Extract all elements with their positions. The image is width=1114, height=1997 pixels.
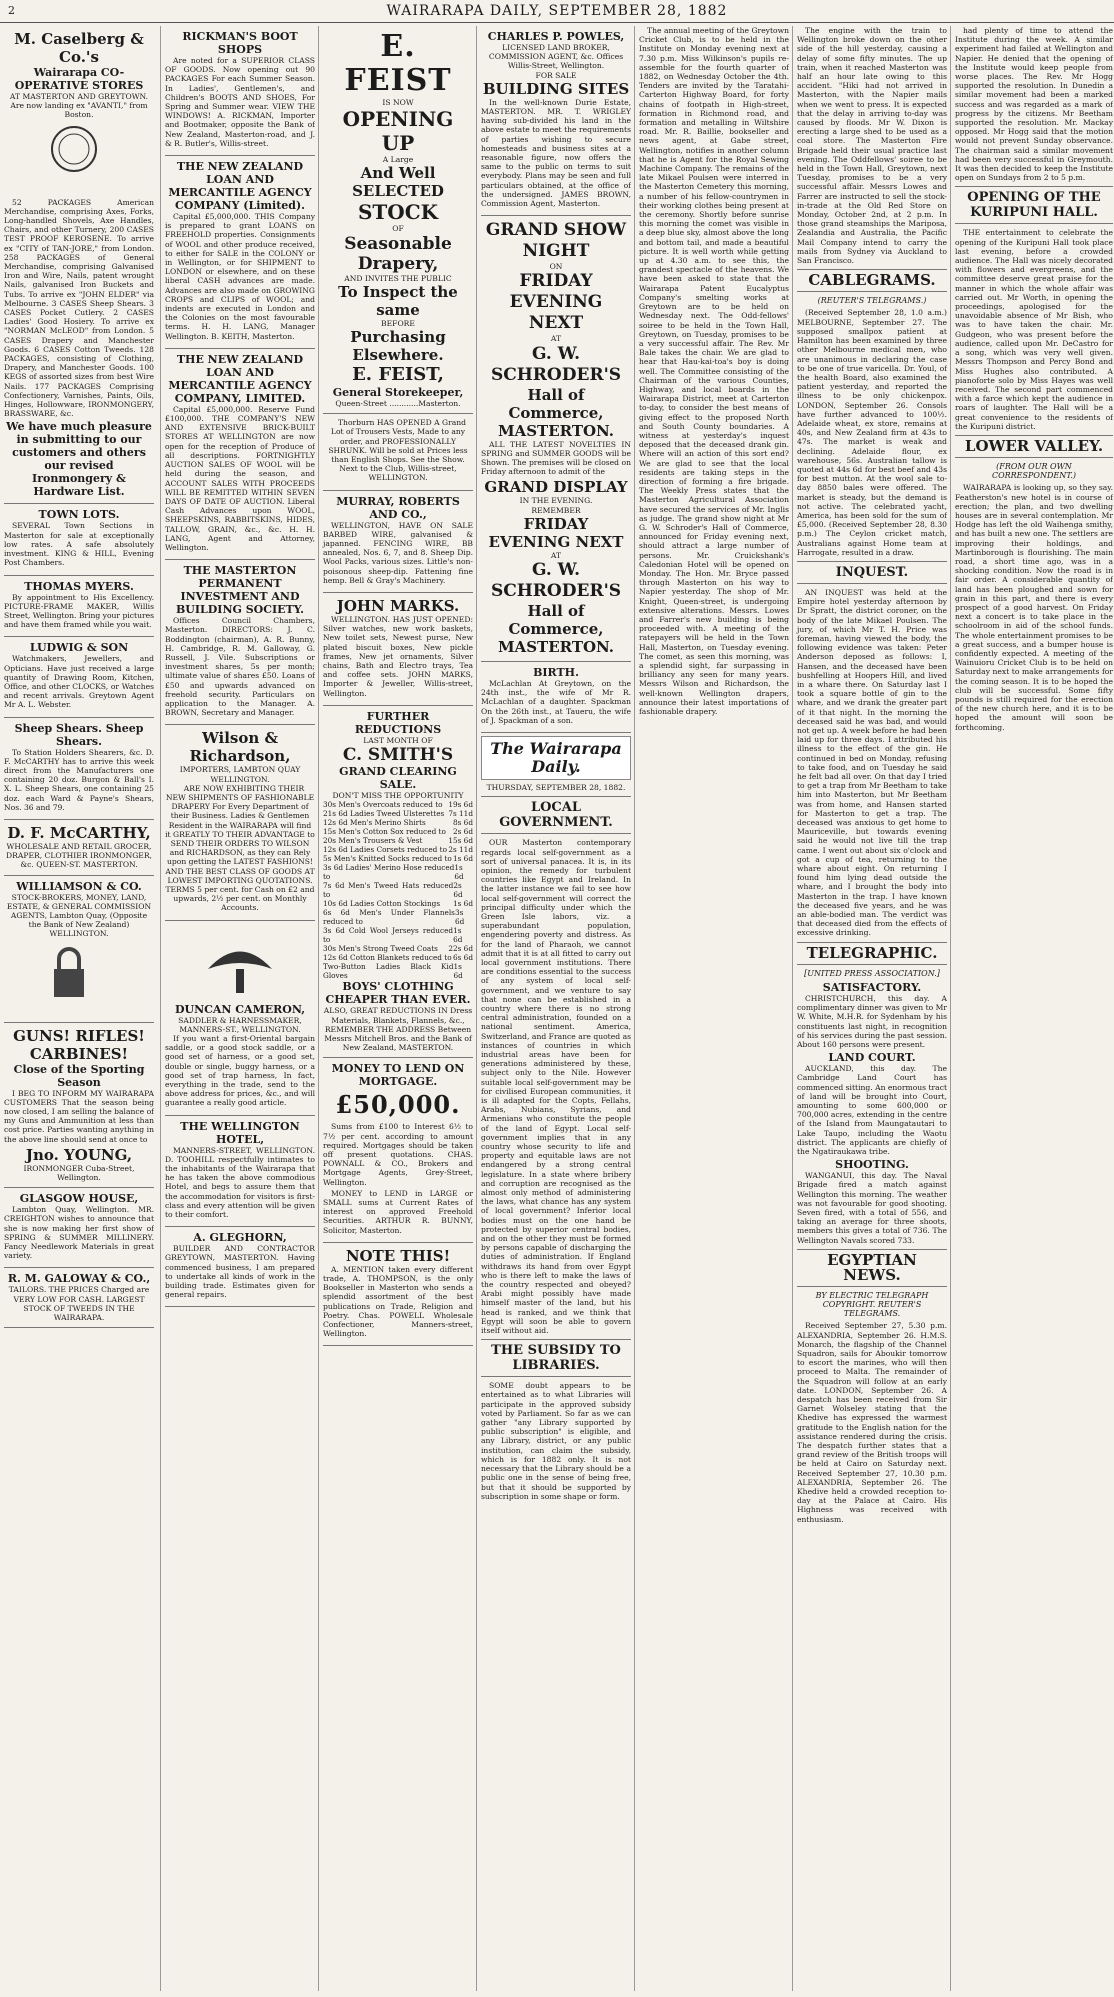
rickman-head: RICKMAN'S BOOT SHOPS (182, 30, 298, 56)
nzloan2-body: Capital £5,000,000. Reserve Fund £100,000. THE COMPANY'S NEW AND EXTENSIVE BRICK-BUILT STORES AT WELLINGTON are now open for the reception of Produce of all descriptions. FORTNIGHTLY AUCTION SALES OF WOOL will be held during the season, and ACCOUNT SALES WITH PROCEEDS WILL BE REMITTED WITHIN SEVEN DAYS OF DATE OF AUCTION. Liberal Cash Advances upon WOOL, SHEEPSKINS, RABBITSKINS, HIDES, TALLOW, GRAIN, &c., &c. H. H. LANG, Agent and Attorney, Wellington. (165, 404, 315, 552)
price-row (323, 926, 473, 944)
mccarthy-head: D. F. McCARTHY, (7, 823, 151, 842)
galoway-sub: TAILORS. THE PRICES Charged are VERY LOW FOR CASH. LARGEST STOCK OF TWEEDS IN THE WAIRARAPA. (8, 1285, 150, 1323)
guns-head: GUNS! RIFLES! CARBINES! (13, 1026, 145, 1063)
ad-guns (4, 1023, 154, 1189)
price-row (323, 827, 473, 836)
feist-addr: Queen-Street ............Masterton. (335, 399, 461, 409)
price-row (323, 809, 473, 818)
lower-sub: (FROM OUR OWN CORRESPONDENT.) (991, 461, 1077, 481)
col6-top: The engine with the train to Wellington broke down on the other side of the hill yesterday, causing a delay of some fifty minutes. The up train, when it reached Masterton was half an hour late owing to this accident. "Hiki had not arrived in Masterton, with the Napier mails when we went to press. It is expected that the delay in arriving to-day was caused by floods. Mr W. Dixon is erecting a large shed to be used as a coal store. The Masterton Fire Brigade held their usual practice last evening. The Oddfellows' soiree to be held in the Town Hall, Greytown, next Tuesday, promises to be a very successful affair. Messrs Lowes and Farrer are instructed to sell the stock-in-trade at the Old Red Store on Monday, October 2nd, at 2 p.m. In those grand steamships the Mariposa, Zealandia and Australia, the Pacific Mail Company intend to carry the mails from Sydney via Auckland to San Francisco. (797, 26, 947, 266)
feist-inspect: To Inspect the same (338, 282, 458, 319)
feist-large: A Large (382, 155, 414, 165)
caselberg-intro: Are now landing ex "AVANTI," from Boston. (10, 101, 148, 120)
local-news-body: The annual meeting of the Greytown Cricket Club, is to be held in the Institute on Monday evening next at 7.30 p.m. Miss Wilkinson's pupils re-assemble for the fourth quarter of 1882, on Wednesday October the 4th. Tenders are invited by the Taratahi-Carterton Highway Board, for forty chains of footpath in High-street, formation in Richmond road, and formation and metalling in Wiltshire road. Mr. R. Baillie, bookseller and news agent, at Gabe street, Wellington, notifies in another column that he is Agent for the Royal Sewing Machine Company. The remains of the late Mikael Poulsen were interred in the Masterton Cemetery this morning, a number of his fellow-countrymen in their working clothes being present at the ceremony. Shortly before sunrise this morning the comet was visible in a deep blue sky, almost above the long and bottom tail, and made a beautiful picture. It is well worth while getting up at 4.30 a.m. to see this, the grandest spectacle of the heavens. We have been asked to state that the Wairarapa Patent Eucalyptus Company's smelting works at Greytown are to be held on Wednesday next. The Odd-fellows' soiree to be held in the Town Hall, Greytown, on Tuesday, promises to be a very successful affair. The Rev. Mr Bale takes the chair. We are glad to hear that Hau-kai-toa's boy is doing well. The Committee consisting of the Chairman of the various Counties, Highway, and local boards in the Wairarapa District, meet at Carterton to-day, to consider the best means of giving effect to the proposed North and South County boundaries. A witness at yesterday's inquest deposed that the deceased drank gin. Where will an action of this sort end? We are glad to see that the local residents are taking steps in the direction of forming a fire brigade. The Weekly Press states that the Masterton Agricultural Association have secured the services of Mr. Inglis as judge. The grand show night at Mr G. W. Schroder's Hall of Commerce, announced for Friday evening next, should attract a large number of persons. Mr. Cruickshank's Caledonian Hotel will be opened on Monday. The Hon. Mr. Bryce passed through Masterton on his way to Napier yesterday. The shop of Mr. Knight, Queen-street, is undergoing extensive alterations. Messrs. Lowes and Farrer's new building is being proceeded with. A meeting of the ratepayers will be held in the Town Hall, Masterton, on Tuesday evening. The comet, as seen this morning, was a splendid sight, far surpassing in brilliancy any seen for many years. Messrs Wilson and Richardson, the well-known Wellington drapers, announce their latest importations of fashionable drapery. (639, 26, 789, 717)
ad-smith (323, 706, 473, 1058)
ad-caselberg (4, 26, 154, 504)
price-value: 2s 6d (453, 881, 463, 900)
money-body: Sums from £100 to Interest 6½ to 7½ per cent. according to amount required. Mortgages should be taken off present quotations. CHAS. POWNALL & CO., Brokers and Mortgage Agents, Grey-Street, Wellington. (323, 1122, 473, 1187)
caselberg-title: M. Caselberg & Co.'s (14, 30, 144, 66)
ad-duncan (165, 921, 315, 1116)
price-value: 1s 6d (453, 962, 463, 981)
price-item: 3s 6d Cold Wool Jerseys reduced to (323, 926, 454, 945)
ad-grand-show (481, 216, 631, 662)
caselberg-sub: Wairarapa CO-OPERATIVE STORES (14, 66, 144, 92)
young-head: Jno. YOUNG, (25, 1145, 133, 1164)
murray-head: MURRAY, ROBERTS AND CO., (336, 494, 460, 521)
lower-body: WAIRARAPA is looking up, so they say. Featherston's new hotel is in course of erection; the plan, and two dwelling houses are in several contemplation. Mr Hodge has left the old Waihenga smithy, and has built a new one. The settlers are improving their holdings, and Martinborough is flourishing. The main road, a short time ago, was in a shocking condition. Now the road is in fair order. A considerable quantity of land has been ploughed and sown for grain in this part, and there is every prospect of a good harvest. On Friday next a concert is to take place in the schoolroom in aid of the school funds. The whole entertainment promises to be a great success, and a bumper house is confidently expected. A meeting of the Wainuioru Cricket Club is to be held on Saturday next to make arrangements for the coming season. It is to be hoped the club will be successful. Some fifty pounds is still required for the erection of the new church here, and it is to be hoped the amount will soon be forthcoming. (955, 483, 1113, 732)
cable-head: CABLEGRAMS. (797, 269, 947, 292)
gleghorn-body: BUILDER AND CONTRACTOR GREYTOWN, MASTERTON. Having commenced business, I am prepared to undertake all kinds of work in the building trade. Estimates given for general repairs. (165, 1244, 315, 1300)
money-head: MONEY TO LEND ON MORTGAGE. (331, 1062, 465, 1089)
nzloan-head: THE NEW ZEALAND LOAN AND MERCANTILE AGENCY COMPANY (Limited). (168, 160, 312, 213)
town-lots-head: TOWN LOTS. (38, 508, 120, 522)
grand-masterton: MASTERTON. (497, 421, 615, 440)
price-item: 12s 6d Men's Merino Shirts (323, 818, 426, 828)
grand-at2: AT (550, 550, 562, 560)
price-item: 12s 6d Ladies Corsets reduced to (323, 845, 447, 855)
padlock-icon (39, 943, 119, 1013)
wilson-head: Wilson & Richardson, (189, 729, 291, 766)
price-value: 7s 11d (448, 809, 473, 819)
price-value: 1s 6d (452, 899, 473, 909)
price-row (323, 836, 473, 845)
smith-also: ALSO, GREAT REDUCTIONS IN Dress Materials, Blankets, Flannels, &c., (323, 1006, 473, 1025)
powles-head: CHARLES P. POWLES, (487, 30, 625, 43)
feist-before: BEFORE (381, 318, 415, 328)
price-item: 21s 6d Ladies Tweed Ulsterettes (323, 809, 445, 819)
marks-body: WELLINGTON. HAS JUST OPENED: Silver watches, new work baskets, New toilet sets, Newest purse, New plated biscuit boxes, New pickle frames, New jet ornaments, Silver chains, Bath and Electro trays, Tea and coffee sets. JOHN MARKS, Importer & Jeweller, Willis-street, Wellington. (323, 615, 473, 698)
price-value: 1s 6d (452, 854, 473, 864)
column-3 (318, 26, 473, 1991)
ad-gleghorn (165, 1227, 315, 1307)
col7-top: had plenty of time to attend the Institute during the week. A similar experiment had failed at Wellington and Napier. He denied that the opening of the Institute would keep people from worse places. The Rev. Mr Hogg supported the resolution. In Dunedin a similar movement had been a marked success and was regarded as a mark of progress by the citizens. Mr Beetham supported the resolution. Mr. Mackay opposed. Mr Hogg said that the motion would not prevent Sunday observance. The chairman said a similar movement had been very successful in Greymouth. It was then decided to keep the Institute open on Sundays from 2 to 5 p.m. (955, 26, 1113, 183)
feist-of: OF (392, 224, 404, 234)
landcourt-body: AUCKLAND, this day. The Cambridge Land Court has commenced sitting. An enormous tract of land will be brought into Court, amounting to some 600,000 or 700,000 acres, extending in the centre of the Island from Maungatautari to Lake Taupo, including the Waotu district. The applicants are chiefly of the Ngatiraukawa tribe. (797, 1064, 947, 1156)
landcourt-head: LAND COURT. (828, 1051, 916, 1065)
note-head: NOTE THIS! (345, 1246, 451, 1265)
feist-well: And Well SELECTED (352, 164, 444, 201)
smith-boys: BOYS' CLOTHING CHEAPER THAN EVER. (325, 980, 471, 1007)
smith-last: LAST MONTH OF (363, 735, 433, 745)
smith-foot: REMEMBER THE ADDRESS Between Messrs Mitchell Bros. and the Bank of New Zealand, MASTERTON. (324, 1024, 472, 1053)
glasgow-head: GLASGOW HOUSE, (19, 1192, 139, 1206)
ad-galoway (4, 1268, 154, 1328)
building-head: BUILDING SITES (482, 79, 630, 98)
rickman-body: Are noted for a SUPERIOR CLASS OF GOODS. Now opening out 90 PACKAGES For each Summer Season. In Ladies', Gentlemen's, and Children's BOOTS AND SHOES, For Spring and Summer wear. VIEW THE WINDOWS! A. RICKMAN, Importer and Bootmaker, opposite the Bank of New Zealand, Masterton-road, and J. & R. Butler's, Willis-street. (165, 56, 315, 148)
mcc-monogram-icon (39, 124, 119, 194)
caselberg-foot: We have much pleasure in submitting to our customers and others our revised Ironmongery & Hardware List. (6, 420, 152, 499)
column-7 (950, 26, 1113, 1991)
feist-season: Seasonable Drapery, (344, 233, 452, 274)
satisfactory-body: CHRISTCHURCH, this day. A complimentary dinner was given to Mr W. White, M.H.R. for Sydenham by his constituents last night, in recognition of his services during the past session. About 160 persons were present. (797, 993, 947, 1049)
young-sub: IRONMONGER Cuba-Street, Wellington. (23, 1163, 135, 1182)
gleghorn-head: A. GLEGHORN, (193, 1231, 287, 1245)
price-item: 30s Men's Strong Tweed Coats (323, 944, 438, 954)
ad-marks (323, 593, 473, 706)
shooting-head: SHOOTING. (835, 1158, 909, 1172)
price-value: 8s 6d (452, 818, 473, 828)
price-value: 1s 6d (453, 926, 463, 945)
paper-nameplate (481, 736, 631, 780)
price-item: 12s 6d Cotton Blankets reduced to (323, 953, 452, 963)
price-item: Two-Button Ladies Black Kid Gloves (323, 962, 454, 981)
guns-sub: Close of the Sporting Season (13, 1062, 145, 1089)
column-1 (4, 26, 154, 1991)
grand-at: AT (550, 334, 562, 344)
price-value: 22s 6d (448, 944, 473, 954)
grand-display: GRAND DISPLAY (484, 478, 628, 497)
price-value: 19s 6d (448, 800, 473, 810)
cable-body: (Received September 28, 1.0 a.m.) MELBOURNE, September 27. The supposed smallpox patient at Hamilton has been examined by three other Melbourne medical men, who are unanimous in declaring the case to be one of true varicella. Dr. Youl, of the health Board, also examined the patient yesterday, and reported the illness to be only chickenpox. LONDON, September 26. Consols have further advanced to 100½. Adelaide wheat, ex store, remains at 40s, and New Zealand firm at 43s to 47s. The market is weak and declining. Adelaide flour, ex warehouse, 56s. Australian tallow is quoted at 44s 6d for best beef and 43s for best mutton. At the wool sale to-day 8850 bales were offered. The market is steady, but the demand is not active. The celebrated yacht, America, has been sold for the sum of £5,000. (Received September 28, 8.30 p.m.) The Ceylon cricket match, Australians against Home team at Harrogate, resulted in a draw. (797, 308, 947, 557)
grand-evening: IN THE EVENING. (519, 496, 593, 506)
birth-body: McLachlan At Greytown, on the 24th inst., the wife of Mr R. McLachlan of a daughter. Spackman On the 26th inst., at Taueru, the wife of J. Spackman of a son. (481, 679, 631, 725)
price-row (323, 800, 473, 809)
paper-date: THURSDAY, SEPTEMBER 28, 1882. (486, 783, 626, 793)
feist-is-now: IS NOW (382, 98, 414, 107)
ad-mccarthy (4, 820, 154, 876)
mccarthy-sub: WHOLESALE AND RETAIL GROCER, DRAPER, CLOTHIER IRONMONGER, &c. QUEEN-ST. MASTERTON. (6, 841, 152, 870)
egypt-head: EGYPTIAN NEWS. (797, 1249, 947, 1287)
price-item: 20s Men's Trousers & Vest (323, 836, 423, 846)
feist-purchasing: Purchasing Elsewhere. (350, 328, 446, 365)
price-value: 6s 6d (452, 953, 473, 963)
ad-thorburn (323, 414, 473, 490)
price-item: 5s Men's Knitted Socks reduced to (323, 854, 452, 864)
grand-gw: G. W. SCHRODER'S (490, 343, 622, 385)
birth-head: BIRTH. (533, 666, 579, 680)
column-4 (476, 26, 631, 1991)
price-row (323, 908, 473, 926)
grand-body: ALL THE LATEST NOVELTIES IN SPRING and SUMMER GOODS will be Shown. The premises will be closed on Friday afternoon to admit of the (481, 439, 631, 477)
ad-rickman (165, 26, 315, 156)
sheep-body: To Station Holders Shearers, &c. D. F. McCARTHY has to arrive this week direct from the Manufacturers one containing 20 doz. Burgon & Ball's I. X. L. Sheep Shears, one containing 25 doz. each Ward & Payne's Shears, Nos. 36 and 79. (4, 747, 154, 812)
local-body: OUR Masterton contemporary regards local self-government as a sort of universal panacea. It is, in its opinion, the remedy for turbulent countries like Egypt and Ireland. In the latter instance we fail to see how local self-government will correct the principal difficulty under which the Green Isle labors, viz. a superabundant population, engendering poverty and distress. As for the land of Pharaoh, we cannot admit that it is at all fitted to carry out local government institutions. There are conditions essential to the success of any system of local self-government, and we venture to say that none can be established in a country where there is no strong central administration, founded on a national sentiment. America, Switzerland, and France are quoted as instances of countries in which industrial areas have been for generations administered by these, subject only to the Nile. However suitable local self-government may be for civilised European communities, it is ill adapted for the Copts, Fellahs, Arabs, Nubians, Syrians, and Armenians who constitute the people of the land of Egypt. Local self-government implies that in any country whose security to life and property and equitable laws are not endangered by a strong central legislature. In a state where bribery and corruption are recognised as the almost only method of administering the laws, what chance has any system of local government? Inferior local bodies must on the one hand be protected by superior central bodies, and on the other they must be formed by persons capable of discharging the duties of administration. If England withdraws its hand from over Egypt who is there left to make the laws of the country respected and obeyed? Arabi might possibly have made himself master of the land, but his head is ranked, and we think that Egypt will soon be able to govern itself without aid. (481, 838, 631, 1336)
price-row (323, 818, 473, 827)
subsidy-head: THE SUBSIDY TO LIBRARIES. (481, 1339, 631, 1377)
money-amount: £50,000. (335, 1090, 461, 1120)
duncan-body: If you want a first-Oriental bargain saddle, or a good stock saddle, or a good set of harness, or a good set, double or single, buggy harness, or a good set of trap harness, In fact, everything in the trade, send to the above address for prices, &c., and will guarantee a really good article. (165, 1034, 315, 1108)
price-value: 3s 6d (454, 908, 465, 927)
price-row (323, 881, 473, 899)
note-body: A. MENTION taken every different trade, A. THOMPSON, is the only Bookseller in Masterton who sends a splendid assortment of the best publications on Trade, Religion and Poetry. Chas. POWELL Wholesale Confectioner, Manners-street, Wellington. (323, 1264, 473, 1339)
galoway-head: R. M. GALOWAY & CO., (7, 1272, 151, 1286)
price-item: 6s 6d Men's Under Flannels reduced to (323, 908, 455, 927)
perm-head: THE MASTERTON PERMANENT INVESTMENT AND BUILDING SOCIETY. (176, 564, 304, 617)
grand-next: NEXT (528, 313, 584, 334)
wellington-body: MANNERS-STREET, WELLINGTON. D. TOOHILL respectfully intimates to the inhabitants of the Wairarapa that he has taken the above commodious Hotel, and begs to assure them that the accommodation for visitors is first-class and every attention will be given to their comfort. (165, 1145, 315, 1220)
ad-glasgow (4, 1188, 154, 1268)
grand-hall: Hall of Commerce, (508, 385, 604, 422)
building-body: In the well-known Durie Estate, MASTERTON. MR. T. WRIGLEY having sub-divided his land in the above estate to meet the requirements of parties wishing to secure homesteads and business sites at a reasonable figure, now offers the same to the public on terms to suit everybody. Plans may be seen and full particulars obtained, at the office of the undersigned. JAMES BROWN, Commission Agent, Masterton. (481, 97, 631, 209)
ad-nzloan (165, 156, 315, 349)
egypt-sub: BY ELECTRIC TELEGRAPH COPYRIGHT. REUTER'S TELEGRAMS. (815, 1290, 929, 1319)
ad-building-society (165, 560, 315, 725)
thorburn-body: Thorburn HAS OPENED A Grand Lot of Trousers Vests, Made to any order, and PROFESSIONALLY SHRUNK. Will be sold at Prices less than English Shops. See the Show. Next to the Club, Willis-street, WELLINGTON. (328, 418, 468, 483)
shooting-body: WANGANUI, this day. The Naval Brigade fired a match against Wellington this morning. The weather was not favourable for good shooting. Seven fired, with a total of 556, and taking an average for three shoots, members this gives a total of 736. The Wellington Navals scored 733. (797, 1171, 947, 1245)
price-value: 2s 11d (448, 845, 473, 855)
ad-sheep-shears (4, 718, 154, 820)
price-value: 2s 6d (452, 827, 473, 837)
feist-name: E. FEIST, (352, 364, 444, 386)
sheep-head: Sheep Shears. Sheep Shears. (14, 721, 144, 748)
guns-body: I BEG TO INFORM MY WAIRARAPA CUSTOMERS That the season being now closed, I am selling the balance of my Guns and Ammunition at less than cost price. Parties wanting anything in the above line should send at once to (4, 1088, 154, 1144)
ad-myers (4, 576, 154, 638)
duncan-head: DUNCAN CAMERON, (174, 1002, 306, 1016)
nzloan-body: Capital £5,000,000. THIS Company is prepared to grant LOANS on FREEHOLD properties. Consignments of WOOL and other produce received, to either for SALE in the COLONY or in Wellington, or for SHIPMENT to LONDON or elsewhere, and on these liberal CASH advances are made. Advances are also made on GROWING CROPS and CLIPS of WOOL; and indents are executed in London and the Colonies on the most favourable terms. H. H. LANG, Manager Wellington. B. KEITH, Masterton. (165, 212, 315, 341)
ludwig-body: Watchmakers, Jewellers, and Opticians. Have just received a large quantity of Drawing Room, Kitchen, Office, and other CLOCKS, or Watches and recent arrivals. Greytown Agent Mr A. L. Webster. (4, 654, 154, 710)
column-2 (160, 26, 315, 1991)
grand-head: GRAND SHOW NIGHT (485, 220, 627, 262)
kuripuni-head: OPENING OF THE KURIPUNI HALL. (955, 186, 1113, 224)
masthead (0, 0, 1114, 23)
price-row (323, 953, 473, 962)
masthead-title: WAIRARAPA DAILY, SEPTEMBER 28, 1882 (386, 3, 728, 19)
feist-stock: STOCK (357, 200, 439, 225)
smith-name: C. SMITH'S (342, 745, 454, 766)
grand-gw2: G. W. SCHRODER'S (490, 560, 622, 602)
paper-title: The Wairarapa Daily. (490, 739, 622, 777)
williamson-body: STOCK-BROKERS, MONEY, LAND, ESTATE, & GENERAL COMMISSION AGENTS, Lambton Quay, (Opposite the Bank of New Zealand) WELLINGTON. (6, 892, 152, 939)
grand-remember: REMEMBER (531, 505, 581, 515)
local-head: LOCAL GOVERNMENT. (481, 796, 631, 834)
smith-dont: DON'T MISS THE OPPORTUNITY (332, 791, 464, 801)
subsidy-body: SOME doubt appears to be entertained as to what Libraries will participate in the approved subsidy voted by Parliament. So far as we can gather "any Library supported by public subscription" is eligible, and any Library, district, or any public institution, can claim the subsidy, which is for 1882 only. It is not necessary that the Library should be a public one in the sense of being free, but that it should be supported by subscription in some shape or form. (481, 1381, 631, 1501)
ad-ludwig (4, 637, 154, 717)
price-item: 3s 6d Ladies' Merino Hose reduced to (323, 863, 455, 882)
feist-head: E. FEIST (344, 29, 452, 98)
forsale: FOR SALE (535, 70, 577, 80)
glasgow-body: Lambton Quay, Wellington. MR. CREIGHTON wishes to announce that she is now making her first show of SPRING & SUMMER MILLINERY. Fancy Needlework Materials in great variety. (4, 1205, 154, 1261)
price-item: 7s 6d Men's Tweed Hats reduced to (323, 881, 454, 900)
ad-nzloan-stores (165, 349, 315, 560)
caselberg-body: 52 PACKAGES American Merchandise, comprising Axes, Forks, Long-handled Shovels, Axe Handles, Chairs, and other Turnery, 200 CASES TEST PROOF KEROSENE. To arrive ex "CITY of TAN-JORE," from London. 258 PACKAGES of General Merchandise, comprising Galvanised Iron and Wire, Nails, patent wrought Nails, galvanised Iron Buckets and Tubs. To arrive ex "JOHN ELDER" via Melbourne. 3 CASES Sheep Shears. 3 CASES Pocket Cutlery. 2 CASES Ladies' Good Hosiery. To arrive ex "NORMAN McLEOD" from London. 5 CASES Drapery and Manchester Goods. 6 CASES Cotton Tweeds. 128 PACKAGES, consisting of Clothing, Drapery, and Manchester Goods. 100 KEGS of assorted sizes from best Wire Nails. 177 PACKAGES Comprising Confectionery, Varnishes, Paints, Oils, Hinges, Hollowware, IRONMONGERY, BRASSWARE, &c. (4, 197, 154, 419)
inquest-body: AN INQUEST was held at the Empire hotel yesterday afternoon by Dr Spratt, the district coroner, on the body of the late Mikael Poulsen. The jury, of which Mr T. H. Price was foreman, having viewed the body, the following evidence was taken: Peter Anderson deposed as follows: I, Hansen, and the deceased have been bushfelling at Hoopers Hill, and lived in a whare there. On Saturday last I took a square bottle of gin to the whare, and we drank the greater part of it that night. In the morning the deceased said he was bad, and would not get up. A week before he had been laid up for three days. I attributed his illness to the effect of the gin. He continued in bed on Monday, refusing to take food, and on Tuesday he said he felt bad all over. On that day I tried to get a trap from Mr Beetham to take him into Masterton, but Mr Beetham was from home, and Hansen started for Masterton to get a trap. The deceased was anxious to get home to Mauriceville, but towards evening said he would not live till the trap came. I went out about six o'clock and got a cup of tea, returning to the whare about eight. On returning I found him lying dead outside the whare, and I brought the body into Masterton in the trap. I have known the deceased five years, and he was an able-bodied man. The verdict was that deceased died from the effects of excessive drinking. (797, 587, 947, 938)
column-6 (792, 26, 947, 1991)
myers-body: By appointment to His Excellency. PICTURE-FRAME MAKER, Willis Street, Wellington. Bring your pictures and have them framed while you wait. (4, 592, 154, 630)
grand-masterton2: MASTERTON. (497, 638, 615, 657)
ludwig-head: LUDWIG & SON (29, 641, 129, 655)
ad-wellington-hotel (165, 1116, 315, 1228)
marks-head: JOHN MARKS. (336, 597, 460, 616)
price-list (323, 800, 473, 980)
price-row (323, 854, 473, 863)
price-value: 1s 6d (454, 863, 464, 882)
ad-feist (323, 26, 473, 414)
powles-body: LICENSED LAND BROKER, COMMISSION AGENT, &c. Offices Willis-Street, Wellington. (488, 43, 624, 71)
saddle-icon (200, 929, 280, 999)
ad-murray (323, 491, 473, 593)
smith-head: FURTHER REDUCTIONS (354, 709, 442, 736)
feist-invite: AND INVITES THE PUBLIC (344, 273, 452, 283)
inquest-head: INQUEST. (797, 561, 947, 584)
ad-money (323, 1058, 473, 1242)
telegraphic-sub: [UNITED PRESS ASSOCIATION.] (804, 968, 940, 978)
wilson-sub: IMPORTERS, LAMBTON QUAY WELLINGTON. (179, 765, 301, 784)
caselberg-loc: AT MASTERTON AND GREYTOWN. (9, 92, 149, 101)
ad-town-lots (4, 504, 154, 575)
ad-note (323, 1243, 473, 1347)
price-row (323, 962, 473, 980)
telegraphic-head: TELEGRAPHIC. (797, 942, 947, 965)
price-item: 15s Men's Cotton Sox reduced to (323, 827, 446, 837)
grand-friday2: FRIDAY EVENING NEXT (488, 514, 624, 551)
page-number: 2 (8, 4, 16, 17)
price-item: 10s 6d Ladies Cotton Stockings (323, 899, 441, 909)
smith-grand: GRAND CLEARING SALE. (339, 765, 457, 792)
price-row (323, 944, 473, 953)
town-lots-body: SEVERAL Town Sections in Masterton for sale at exceptionally low rates. A safe absolutely investment. KING & HILL, Evening Post Chambers. (4, 521, 154, 568)
wellington-head: THE WELLINGTON HOTEL, (180, 1119, 300, 1146)
nzloan2-head: THE NEW ZEALAND LOAN AND MERCANTILE AGENCY COMPANY, LIMITED. (168, 352, 312, 405)
perm-body: Offices Council Chambers, Masterton. DIRECTORS: J. C. Boddington (chairman), A. R. Bunny, H. Cambridge, R. M. Galloway, G. Russell, J. Vile. Subscriptions or investment shares, 5s per month; ultimate value of shares £50. Loans of £50 and upwards advanced on freehold security. Particulars on application to the Manager. A. BROWN, Secretary and Manager. (165, 616, 315, 718)
kuripuni-body: THE entertainment to celebrate the opening of the Kuripuni Hall took place last evening, before a crowded audience. The Hall was nicely decorated with flowers and evergreens, and the committee deserve great praise for the manner in which the whole affair was carried out. Mr Worth, in opening the proceedings, apologised for the unavoidable absence of Mr Bish, who was to have taken the chair. Mr. Gudgeon, who was present before the audience, called upon Mr. DeCastro for a song, which was very well given. Messrs Thompson and Percy Bond and Miss Hughes also contributed. A pianoforte solo by Miss Hayes was well received. The second part commenced with a farce which kept the audience in roars of laughter. The Hall will be a great convenience to the residents of the Kuripuni district. (955, 228, 1113, 431)
williamson-head: WILLIAMSON & CO. (16, 879, 142, 893)
duncan-sub: SADDLER & HARNESSMAKER, MANNERS-ST., WELLINGTON. (178, 1015, 302, 1034)
price-row (323, 863, 473, 881)
price-row (323, 845, 473, 854)
ad-wilson (165, 725, 315, 920)
cable-sub: (REUTER'S TELEGRAMS.) (817, 296, 927, 306)
grand-hall2: Hall of Commerce, (508, 602, 604, 639)
grand-friday: FRIDAY EVENING (509, 271, 603, 313)
column-5 (634, 26, 789, 1991)
money2: MONEY to LEND in LARGE or SMALL sums at Current Rates of interest on approved Freehold Securities. ARTHUR R. BUNNY, Solicitor, Masterton. (323, 1188, 473, 1235)
ad-williamson (4, 876, 154, 1023)
murray-body: WELLINGTON, HAVE ON SALE BARBED WIRE, galvanised & japanned. FENCING WIRE, BB annealed, Nos. 6, 7, and 8. Sheep Dip. Wool Packs, various sizes. Little's non-poisonous sheep-dip. Fattening fine hemp. Bell & Gray's Machinery. (323, 520, 473, 585)
feist-store: General Storekeeper, (332, 386, 464, 400)
ad-powles (481, 26, 631, 216)
myers-head: THOMAS MYERS. (24, 579, 134, 593)
feist-opening: OPENING UP (342, 107, 454, 156)
satisfactory-head: SATISFACTORY. (822, 980, 922, 994)
price-value: 15s 6d (448, 836, 473, 846)
wilson-body: ARE NOW EXHIBITING THEIR NEW SHIPMENTS OF FASHIONABLE DRAPERY For Every Department of their Business. Ladies & Gentlemen Resident in the WAIRARAPA will find it GREATLY TO THEIR ADVANTAGE to SEND THEIR ORDERS TO WILSON and RICHARDSON, as they can Rely upon getting the LATEST FASHIONS! AND THE BEST CLASS OF GOODS AT LOWEST IMPORTING QUOTATIONS. TERMS 5 per cent. for Cash on £2 and upwards, 2½ per cent. on Monthly Accounts. (165, 783, 315, 913)
grand-on: ON (549, 262, 563, 272)
lower-head: LOWER VALLEY. (955, 435, 1113, 458)
egypt-body: Received September 27, 5.30 p.m. ALEXANDRIA, September 26. H.M.S. Monarch, the flagship of the Channel Squadron, sails for Aboukir tomorrow to escort the marines, who will then proceed to Malta. The remainder of the Squadron will follow at an early date. LONDON, September 26. A despatch has been received from Sir Garnet Wolseley stating that the Khedive has expressed the warmest gratitude to the English nation for the assistance rendered during the crisis. The despatch further states that a grand review of the British troops will be held at Cairo on Saturday next. Received September 27, 10.30 p.m. ALEXANDRIA, September 26. The Khedive held a crowded reception to-day at the Palace at Cairo. His Highness was received with enthusiasm. (797, 1321, 947, 1524)
price-item: 30s Men's Overcoats reduced to (323, 800, 443, 810)
birth-notices (481, 662, 631, 733)
price-row (323, 899, 473, 908)
